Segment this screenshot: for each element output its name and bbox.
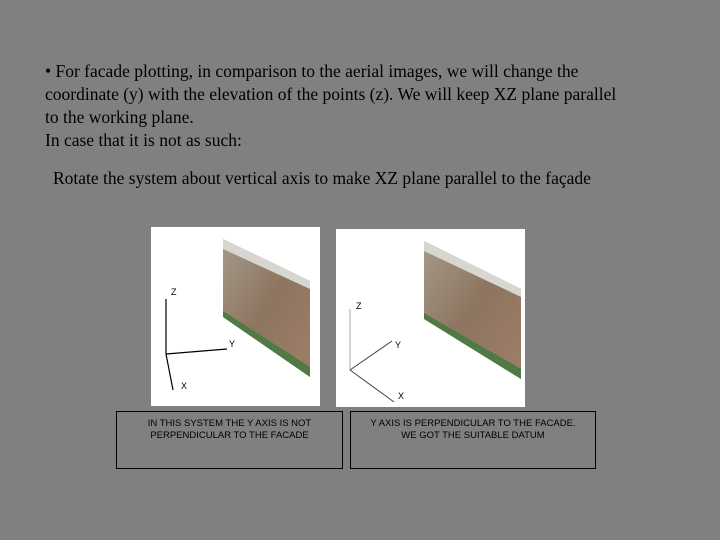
figure-right-image [336,229,525,407]
caption-right [350,411,596,469]
axis-label-y: Y [229,339,236,349]
facade-diagram-left [151,227,320,406]
bullet-text [45,60,715,152]
axis-label-z: Z [171,287,177,297]
bullet-line: • For facade plotting, in comparison to the aerial images, we will change the [45,61,579,81]
caption-line: IN THIS SYSTEM THE Y AXIS IS NOT [147,418,312,429]
axis-label-x: X [181,381,188,391]
caption-line: PERPENDICULAR TO THE FACADE [150,430,309,441]
facade-wall [424,241,521,379]
figure-left-image [151,227,320,406]
facade-diagram-right [336,229,525,407]
bullet-line: In case that it is not as such: [45,130,242,150]
bullet-line: to the working plane. [45,107,194,127]
facade-wall [223,239,310,377]
axis-label-x: X [398,391,405,401]
axis-label-y: Y [395,340,402,350]
subtitle: Rotate the system about vertical axis to make XZ plane parallel to the façade [53,168,591,188]
caption-line: Y AXIS IS PERPENDICULAR TO THE FACADE. [370,418,576,429]
caption-line: WE GOT THE SUITABLE DATUM [401,430,545,441]
bullet-line: coordinate (y) with the elevation of the points (z). We will keep XZ plane parallel [45,84,617,104]
caption-left [116,411,343,469]
axis-label-z: Z [356,301,362,311]
